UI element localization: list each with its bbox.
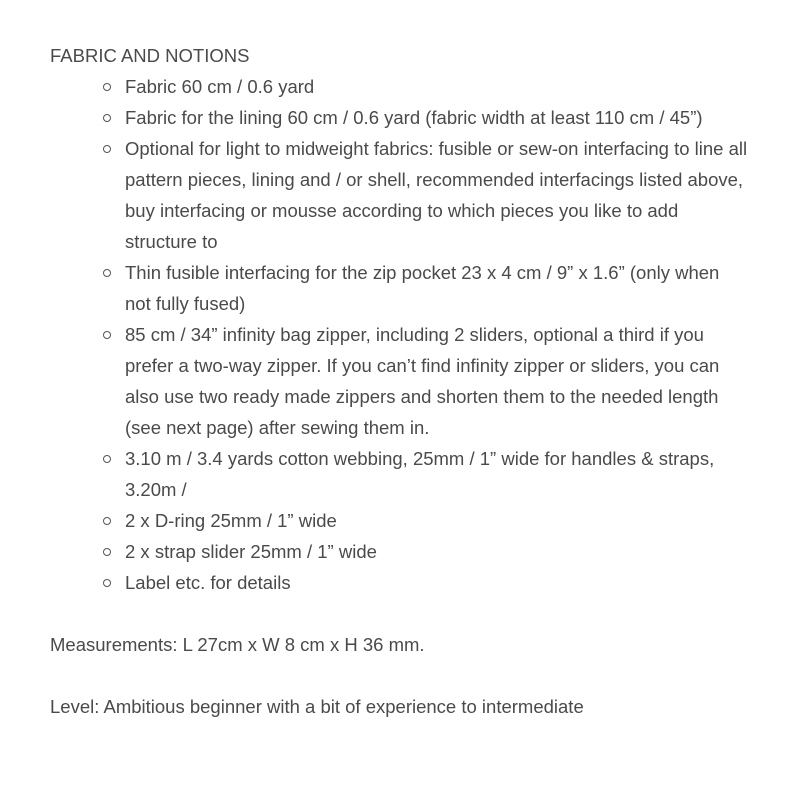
list-item-text: 2 x D-ring 25mm / 1” wide: [125, 510, 337, 531]
list-item: [103, 257, 750, 319]
list-item-text: Fabric 60 cm / 0.6 yard: [125, 76, 315, 97]
list-item: [103, 536, 750, 567]
circle-bullet-icon: [103, 517, 111, 525]
measurements-text: Measurements: L 27cm x W 8 cm x H 36 mm.: [50, 634, 425, 655]
list-item-text: 85 cm / 34” infinity bag zipper, including 2 sliders, optional a third if you prefer a two-way zipper. If you can’t find infinity zipper or sliders, you can also use two ready made zippers and shorten them to the needed length (see next page) after sewing them in.: [125, 324, 720, 438]
circle-bullet-icon: [103, 548, 111, 556]
list-item: [103, 102, 750, 133]
list-item-text: 2 x strap slider 25mm / 1” wide: [125, 541, 377, 562]
list-item-text: Optional for light to midweight fabrics: fusible or sew-on interfacing to line all pattern pieces, lining and / or shell, recommended interfacings listed above, buy interfacing or mousse according to which pieces you like to add structure to: [125, 138, 748, 252]
circle-bullet-icon: [103, 331, 111, 339]
circle-bullet-icon: [103, 145, 111, 153]
list-item-text: Thin fusible interfacing for the zip pocket 23 x 4 cm / 9” x 1.6” (only when not fully fused): [125, 262, 720, 314]
circle-bullet-icon: [103, 579, 111, 587]
circle-bullet-icon: [103, 269, 111, 277]
level-text: Level: Ambitious beginner with a bit of experience to intermediate: [50, 696, 584, 717]
circle-bullet-icon: [103, 455, 111, 463]
section-heading: FABRIC AND NOTIONS: [50, 45, 250, 66]
list-item-text: 3.10 m / 3.4 yards cotton webbing, 25mm / 1” wide for handles & straps, 3.20m /: [125, 448, 715, 500]
circle-bullet-icon: [103, 114, 111, 122]
document: [50, 40, 750, 722]
list-item: [103, 71, 750, 102]
list-item: [103, 319, 750, 443]
list-item: [103, 133, 750, 257]
list-item-text: Fabric for the lining 60 cm / 0.6 yard (fabric width at least 110 cm / 45”): [125, 107, 703, 128]
list-item: [103, 505, 750, 536]
circle-bullet-icon: [103, 83, 111, 91]
notions-list: [50, 71, 750, 598]
list-item-text: Label etc. for details: [125, 572, 291, 593]
list-item: [103, 443, 750, 505]
list-item: [103, 567, 750, 598]
